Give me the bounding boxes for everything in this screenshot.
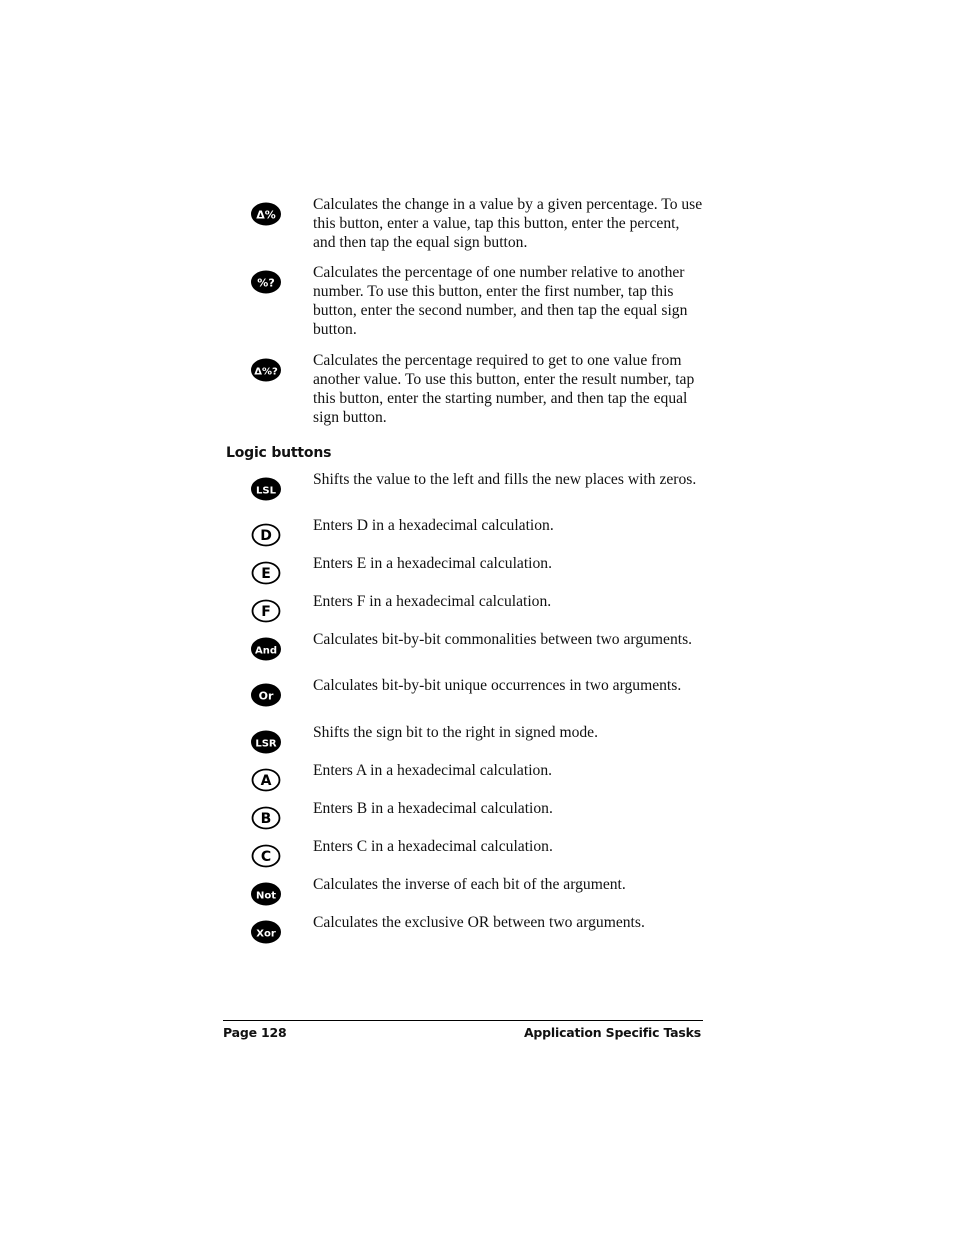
and-icon — [250, 637, 282, 661]
icon-glyph: Xor — [256, 928, 276, 940]
row-description: Enters B in a hexadecimal calculation. — [313, 800, 553, 817]
icon-glyph: Δ% — [256, 208, 276, 222]
icon-glyph: Or — [258, 689, 274, 703]
icon-glyph: Not — [255, 890, 277, 902]
hex-d-icon — [250, 523, 282, 547]
delta-percent-query-icon — [250, 358, 282, 382]
row-description: Enters F in a hexadecimal calculation. — [313, 593, 552, 610]
delta-percent-icon — [250, 202, 282, 226]
hex-a-icon — [250, 768, 282, 792]
section-title: Application Specific Tasks — [523, 1025, 701, 1040]
row-description: Calculates the percentage required to get to one value from another value. To use this button, enter the result number, tap this button, enter the starting number, and then tap the equal sign button. — [313, 352, 695, 426]
row-description: Calculates bit-by-bit commonalities between two arguments. — [313, 631, 693, 648]
icon-glyph: And — [254, 645, 278, 657]
row-description: Calculates the exclusive OR between two arguments. — [313, 914, 645, 931]
icon-glyph: C — [260, 849, 272, 865]
row-description: Shifts the sign bit to the right in signed mode. — [313, 724, 599, 741]
icon-glyph: %? — [257, 276, 275, 290]
hex-b-icon — [250, 806, 282, 830]
logic-buttons-heading: Logic buttons — [226, 445, 332, 461]
row-description: Shifts the value to the left and fills the new places with zeros. — [313, 471, 697, 488]
not-icon — [250, 882, 282, 906]
icon-glyph: LSL — [256, 485, 276, 497]
row-description: Calculates the change in a value by a given percentage. To use this button, enter a value, tap this button, enter the percent, and then tap the equal sign button. — [313, 196, 703, 251]
row-description: Enters D in a hexadecimal calculation. — [313, 517, 554, 534]
hex-f-icon — [250, 599, 282, 623]
icon-glyph: D — [260, 528, 272, 544]
row-description: Enters E in a hexadecimal calculation. — [313, 555, 553, 572]
icon-glyph: Δ%? — [254, 366, 278, 378]
page-number: Page 128 — [223, 1025, 287, 1040]
row-description: Calculates the percentage of one number relative to another number. To use this button, enter the first number, tap this button, enter the second number, and then tap the equal sign button. — [313, 264, 688, 338]
percent-of-icon — [250, 270, 282, 294]
lsl-icon — [250, 477, 282, 501]
hex-e-icon — [250, 561, 282, 585]
icon-glyph: F — [261, 604, 271, 620]
icon-glyph: A — [260, 773, 272, 789]
hex-c-icon — [250, 844, 282, 868]
row-description: Enters C in a hexadecimal calculation. — [313, 838, 553, 855]
lsr-icon — [250, 730, 282, 754]
footer-rule — [223, 1020, 703, 1021]
or-icon — [250, 683, 282, 707]
icon-glyph: E — [261, 566, 271, 582]
icon-glyph: B — [260, 811, 272, 827]
xor-icon — [250, 920, 282, 944]
row-description: Enters A in a hexadecimal calculation. — [313, 762, 553, 779]
row-description: Calculates the inverse of each bit of the argument. — [313, 876, 626, 893]
row-description: Calculates bit-by-bit unique occurrences in two arguments. — [313, 677, 682, 694]
icon-glyph: LSR — [255, 738, 277, 750]
